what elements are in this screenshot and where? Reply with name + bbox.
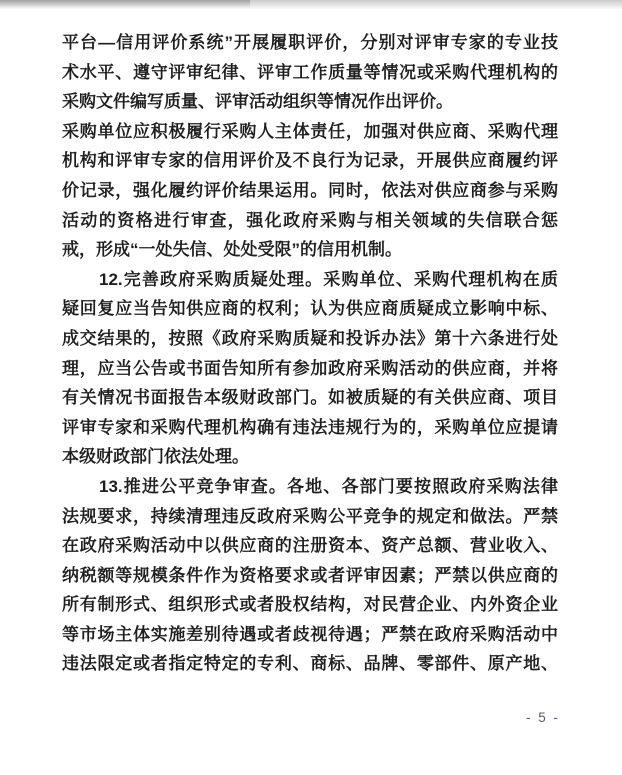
page-footer bbox=[0, 710, 560, 725]
text-line: 有关情况书面报告本级财政部门。如被质疑的有关供应商、项目 bbox=[62, 388, 558, 408]
text-line: 平台—信用评价系统”开展履职评价，分别对评审专家的专业技 bbox=[62, 33, 558, 52]
scan-shadow-top-left bbox=[0, 0, 250, 8]
paragraph bbox=[62, 28, 558, 117]
text-line: 机构和评审专家的信用评价及不良行为记录，开展供应商履约评 bbox=[62, 151, 558, 171]
text-line: 等市场主体实施差别待遇或者歧视待遇；严禁在政府采购活动中 bbox=[62, 624, 558, 644]
text-line: 在政府采购活动中以供应商的注册资本、资产总额、营业收入、 bbox=[62, 536, 558, 556]
text-line: 纳税额等规模条件作为资格要求或者评审因素；严禁以供应商的 bbox=[62, 565, 558, 585]
text-line: 成交结果的，按照《政府采购质疑和投诉办法》第十六条进行处 bbox=[62, 328, 558, 348]
text-line: 戒，形成“一处失信、处处受限”的信用机制。 bbox=[62, 240, 402, 260]
text-line: 法规要求，持续清理违反政府采购公平竞争的规定和做法。严禁 bbox=[62, 506, 558, 526]
text-line: 活动的资格进行审查，强化政府采购与相关领域的失信联合惩 bbox=[62, 210, 558, 230]
text-line: 12.完善政府采购质疑处理。采购单位、采购代理机构在质 bbox=[99, 269, 558, 289]
text-line: 采购单位应积极履行采购人主体责任，加强对供应商、采购代理 bbox=[62, 121, 558, 141]
text-line: 违法限定或者指定特定的专利、商标、品牌、零部件、原产地、 bbox=[62, 654, 558, 674]
text-line: 术水平、遵守评审纪律、评审工作质量等情况或采购代理机构的 bbox=[62, 62, 558, 82]
text-line: 价记录，强化履约评价结果运用。同时，依法对供应商参与采购 bbox=[62, 180, 558, 200]
text-line: 13.推进公平竞争审查。各地、各部门要按照政府采购法律 bbox=[99, 476, 558, 496]
page-number: - 5 - bbox=[525, 710, 560, 725]
text-line: 评审专家和采购代理机构确有违法违规行为的，采购单位应提请 bbox=[62, 417, 558, 437]
text-line: 采购文件编写质量、评审活动组织等情况作出评价。 bbox=[62, 92, 453, 112]
paragraph bbox=[62, 265, 558, 472]
text-block bbox=[62, 28, 558, 679]
text-line: 所有制形式、组织形式或者股权结构，对民营企业、内外资企业 bbox=[62, 595, 558, 615]
text-line: 本级财政部门依法处理。 bbox=[62, 447, 249, 467]
paragraph bbox=[62, 117, 558, 265]
scan-shadow-top bbox=[0, 0, 622, 10]
text-line: 理，应当公告或书面告知所有参加政府采购活动的供应商，并将 bbox=[62, 358, 558, 378]
paragraph bbox=[62, 472, 558, 679]
text-line: 疑回复应当告知供应商的权利；认为供应商质疑成立影响中标、 bbox=[62, 299, 558, 319]
